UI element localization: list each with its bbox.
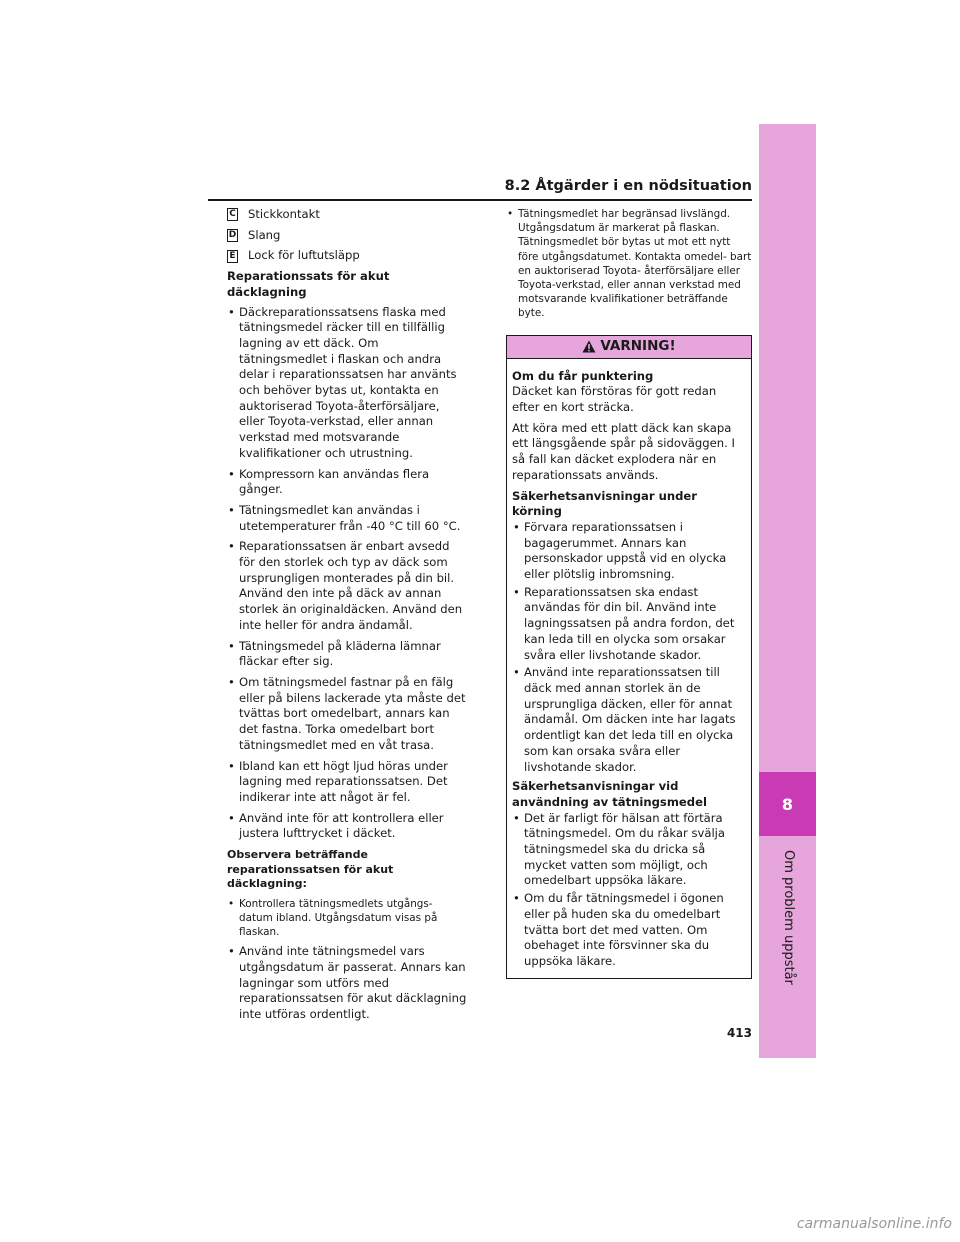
- list-item: • Förvara reparationssatsen i bagagerummet. Annars kan personskador uppstå vid en olycka eller plötslig inbromsning.: [512, 520, 747, 583]
- list-item: • Om du får tätningsmedel i ögonen eller på huden ska du omedelbart tvätta bort det med vatten. Om obehaget inte försvinner ska du uppsöka läkare.: [512, 891, 747, 970]
- header-divider: [208, 199, 752, 201]
- list-item: • Kompressorn kan användas flera gånger.: [227, 467, 467, 498]
- warning-body: [507, 359, 751, 970]
- chapter-title: Om problem uppstår: [781, 850, 796, 985]
- label-text: Stickkontakt: [248, 207, 320, 221]
- puncture-paragraph: Däcket kan förstöras för gott redan efter en kort sträcka.: [512, 384, 717, 415]
- list-item: • Reparationssatsen är enbart avsedd för den storlek och typ av däck som ursprungligen monterades på din bil. Använd den inte på däck av annan storlek än originaldäcken. Använd den inte heller för andra ändamål.: [227, 539, 467, 633]
- label-letter-box: C: [227, 208, 238, 221]
- warning-title: VARNING!: [600, 337, 676, 354]
- part-label-d: [227, 228, 467, 244]
- list-item: • Kontrollera tätningsmedlets utgångs- datum ibland. Utgångsdatum visas på flaskan.: [227, 897, 467, 940]
- kit-heading: Reparationssats för akut däcklagning: [227, 269, 390, 299]
- right-column: [506, 207, 752, 979]
- label-letter-box: E: [227, 250, 238, 263]
- label-text: Slang: [248, 227, 281, 242]
- note-bullet-list: [227, 897, 467, 940]
- warning-header: [507, 336, 751, 359]
- list-item: • Om tätningsmedel fastnar på en fälg eller på bilens lackerade yta måste det tvättas bort omedelbart, annars kan det fastna. Torka omedelbart bort tätningsmedlet med en våt trasa.: [227, 675, 467, 754]
- note-heading: [227, 848, 467, 892]
- list-item: • Tätningsmedlet kan användas i utetemperaturer från -40 °C till 60 °C.: [227, 503, 467, 534]
- warning-triangle-icon: [582, 340, 596, 353]
- shelf-life-bullet-list: [506, 207, 752, 321]
- sealant-safety-list: [512, 811, 747, 970]
- note-heading-line: Observera beträffande: [227, 848, 368, 862]
- part-label-c: [227, 207, 467, 223]
- warning-box: [506, 335, 752, 979]
- list-item: • Tätningsmedel på kläderna lämnar fläckar efter sig.: [227, 639, 467, 670]
- list-item: • Använd inte reparationssatsen till däck med annan storlek än de ursprungliga däcken, eller för annat ändamål. Om däcken inte har lagats ordentligt kan det leda till en olycka som kan orsaka svåra eller livshotande skador.: [512, 665, 747, 775]
- list-item: • Använd inte tätningsmedel vars utgångsdatum är passerat. Annars kan lagningar som utförs med reparationssatsen för akut däcklagning inte utföras ordentligt.: [227, 944, 467, 1023]
- footer-watermark: carmanualsonline.info: [796, 1216, 952, 1232]
- list-item: • Det är farligt för hälsan att förtära tätningsmedel. Om du råkar svälja tätningsmedel ska du dricka så mycket vatten som möjligt, och omedelbart uppsöka läkare.: [512, 811, 747, 890]
- part-label-e: [227, 248, 467, 264]
- kit-bullet-list: [227, 305, 467, 843]
- chapter-number: 8: [759, 772, 816, 836]
- left-column: [227, 207, 467, 1028]
- label-text: Lock för luftutsläpp: [248, 248, 360, 263]
- driving-safety-list: [512, 520, 747, 775]
- page-number: 413: [726, 1026, 752, 1040]
- list-item: • Använd inte för att kontrollera eller justera lufttrycket i däcket.: [227, 811, 467, 842]
- puncture-paragraph: Att köra med ett platt däck kan skapa ett längsgående spår på sidoväggen. I så fall kan däcket explodera när en reparationssats används.: [512, 420, 735, 482]
- note-heading-line: reparationssatsen för akut däcklagning:: [227, 862, 394, 891]
- section-title: 8.2 Åtgärder i en nödsituation: [504, 178, 752, 194]
- list-item: • Däckreparationssatsens flaska med tätningsmedel räcker till en tillfällig lagning av ett däck. Om tätningsmedlet i flaskan och andra delar i reparationssatsen har använts och behöver bytas ut, kontakta en auktoriserad Toyota-återförsäljare, eller Toyota-verkstad, eller annan verkstad med motsvarande kvalifikationer och utrustning.: [227, 305, 467, 462]
- sealant-safety-heading: Säkerhetsanvisningar vid användning av tätningsmedel: [512, 779, 707, 809]
- note-bullet-list-2: [227, 944, 467, 1023]
- list-item: • Tätningsmedlet har begränsad livslängd. Utgångsdatum är markerat på flaskan. Tätningsmedlet bör bytas ut mot ett nytt före utgångsdatumet. Kontakta omedel- bart en auktoriserad Toyota- återförsäljare eller Toyota-verkstad, eller annan verkstad med motsvarande kvalifikationer beträffande byte.: [506, 207, 752, 321]
- label-letter-box: D: [228, 230, 237, 241]
- list-item: • Ibland kan ett högt ljud höras under lagning med reparationssatsen. Det indikerar inte att något är fel.: [227, 759, 467, 806]
- list-item: • Reparationssatsen ska endast användas för din bil. Använd inte lagningssatsen på andra fordon, det kan leda till en olycka som orsakar svåra eller livshotande skador.: [512, 585, 747, 664]
- puncture-heading: Om du får punktering: [512, 368, 654, 383]
- driving-safety-heading: Säkerhetsanvisningar under körning: [512, 488, 697, 519]
